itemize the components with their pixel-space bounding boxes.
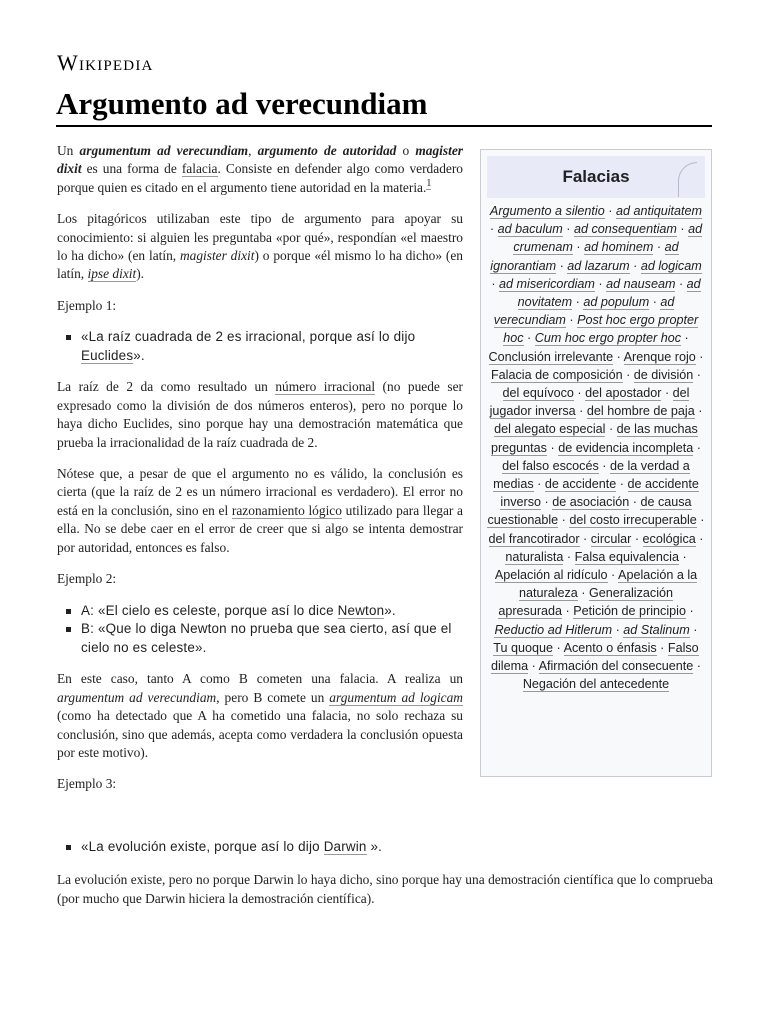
navbox-item[interactable]: de las muchas preguntas bbox=[490, 422, 698, 455]
navbox-item[interactable]: Argumento a silentio bbox=[489, 204, 605, 218]
navbox-item[interactable]: ad verecundiam bbox=[493, 295, 675, 328]
reference-1[interactable]: 1 bbox=[426, 178, 432, 190]
navbox-item[interactable]: ad misericordiam bbox=[499, 276, 595, 291]
page-title: Argumento ad verecundiam bbox=[56, 86, 428, 121]
navbox-item[interactable]: Reductio ad Hitlerum bbox=[494, 622, 613, 637]
navbox-item[interactable]: ad nauseam bbox=[606, 276, 676, 291]
navbox-item[interactable]: ad ignorantiam bbox=[490, 240, 679, 273]
navbox-item[interactable]: circular bbox=[590, 531, 632, 546]
navbox-item[interactable]: ad crumenam bbox=[513, 222, 703, 255]
navbox-item[interactable]: ad Stalinum bbox=[623, 622, 690, 637]
navbox-item[interactable]: Falso dilema bbox=[490, 640, 699, 674]
navbox-item[interactable]: ad baculum bbox=[497, 222, 563, 237]
navbox-item[interactable]: del equívoco bbox=[502, 386, 574, 401]
example-2-list bbox=[57, 602, 463, 658]
navbox-item[interactable]: ad populum bbox=[583, 295, 650, 310]
navbox-item[interactable]: de división bbox=[633, 367, 694, 382]
navbox-item[interactable]: Apelación al ridículo bbox=[494, 568, 608, 583]
intro-paragraph: Un argumentum ad verecundiam, argumento de autoridad o magister dixit es una forma de falacia. Consiste en defender algo como verdadero porque quien es citado en el argumento tiene autoridad en la materia.$^1$ bbox=[57, 143, 463, 195]
example-3-list bbox=[57, 838, 713, 856]
example-3-label: Ejemplo 3: bbox=[57, 776, 117, 792]
navbox-item[interactable]: naturalista bbox=[505, 549, 564, 564]
navbox-item[interactable]: ad logicam bbox=[640, 258, 702, 273]
link-ipse-dixit[interactable]: ipse dixit bbox=[87, 266, 137, 282]
navbox-item[interactable]: Arenque rojo bbox=[623, 349, 696, 364]
navbox-item[interactable]: del francotirador bbox=[488, 531, 580, 546]
list-item: «La raíz cuadrada de 2 es irracional, porque así lo dijo Euclides». bbox=[81, 328, 463, 365]
navbox-item[interactable]: ad consequentiam bbox=[573, 222, 677, 237]
example-2-label: Ejemplo 2: bbox=[57, 571, 117, 587]
navbox-item[interactable]: del falso escocés bbox=[502, 458, 599, 473]
navbox-item[interactable]: ad antiquitatem bbox=[615, 204, 703, 218]
link-darwin[interactable]: Darwin bbox=[323, 839, 367, 854]
title-divider bbox=[56, 125, 712, 127]
navbox-item[interactable]: ecológica bbox=[642, 531, 696, 546]
link-numero-irracional[interactable]: número irracional bbox=[275, 379, 376, 395]
link-argumentum-ad-logicam[interactable]: argumentum ad logicam bbox=[329, 689, 463, 705]
example-1-explanation: La raíz de 2 da como resultado un número irracional (no puede ser expresado como la división de dos números enteros), pero no porque lo haya dicho Euclides, sino porque hay una demostración matemática que prueba la irracionalidad de la raíz cuadrada de 2. bbox=[57, 379, 463, 450]
navbox-item[interactable]: de causa cuestionable bbox=[487, 495, 692, 528]
navbox-item[interactable]: ad lazarum bbox=[567, 258, 630, 273]
link-newton[interactable]: Newton bbox=[337, 602, 385, 618]
article-body bbox=[57, 142, 463, 794]
navbox-decoration-icon bbox=[678, 162, 697, 197]
example-2-explanation: En este caso, tanto A como B cometen una falacia. A realiza un argumentum ad verecundiam, pero B comete un argumentum ad logicam (como ha detectado que A ha cometido una falacia, no solo rechaza su conclusión, sino que además, acepta como verdadera la conclusión opuesta por este motivo). bbox=[57, 671, 463, 760]
navbox-item[interactable]: de evidencia incompleta bbox=[558, 440, 694, 455]
navbox-item[interactable]: de accidente bbox=[544, 477, 617, 492]
navbox-item[interactable]: de accidente inverso bbox=[500, 477, 699, 510]
navbox-title: Falacias bbox=[562, 167, 630, 186]
navbox-item[interactable]: Generalización apresurada bbox=[498, 586, 674, 619]
navbox-item[interactable]: Falacia de composición bbox=[490, 367, 623, 382]
navbox-item[interactable]: ad novitatem bbox=[517, 276, 701, 310]
navbox-item[interactable]: Negación del antecedente bbox=[522, 677, 670, 692]
list-item: A: «El cielo es celeste, porque así lo dice Newton». bbox=[81, 602, 463, 621]
navbox-list: Argumento a silentio · ad antiquitatem · ad baculum · ad consequentiam · ad crumenam · ad hominem · ad ignorantiam · ad lazarum · ad logicam · ad misericordiam · ad nauseam · ad novitatem · ad populum · ad verecundiam · Post hoc ergo propter hoc · Cum hoc ergo propter hoc · Conclusión irrelevante · Arenque rojo · Falacia de composición · de división · del equívoco · del apostador · del jugador inversa · del hombre de paja · del alegato especial · de las muchas preguntas · de evidencia incompleta · del falso escocés · de la verdad a medias · de accidente · de accidente inverso · de asociación · de causa cuestionable · del costo irrecuperable · del francotirador · circular · ecológica · naturalista · Falsa equivalencia · Apelación al ridículo · Apelación a la naturaleza · Generalización apresurada · Petición de principio · Reductio ad Hitlerum · ad Stalinum · Tu quoque · Acento o énfasis · Falso dilema · Afirmación del consecuente · Negación del antecedente bbox=[487, 204, 705, 692]
navbox-item[interactable]: Petición de principio bbox=[573, 604, 686, 619]
navbox-item[interactable]: Tu quoque bbox=[493, 640, 554, 655]
navbox-header bbox=[487, 156, 705, 198]
example-1-label: Ejemplo 1: bbox=[57, 297, 117, 313]
link-razonamiento-logico[interactable]: razonamiento lógico bbox=[231, 502, 342, 518]
navbox-item[interactable]: Afirmación del consecuente bbox=[538, 659, 694, 674]
navbox-item[interactable]: del jugador inversa bbox=[489, 386, 690, 419]
example-3-explanation: La evolución existe, pero no porque Darwin lo haya dicho, sino porque hay una demostración científica que lo comprueba (por mucho que Darwin hiciera la demostración científica). bbox=[57, 872, 713, 906]
navbox-item[interactable]: de la verdad a medias bbox=[493, 458, 690, 492]
navbox-item[interactable]: Conclusión irrelevante bbox=[488, 349, 614, 364]
navbox-item[interactable]: Apelación a la naturaleza bbox=[518, 568, 698, 601]
navbox-item[interactable]: Post hoc ergo propter hoc bbox=[503, 313, 699, 346]
navbox-item[interactable]: Falsa equivalencia bbox=[574, 549, 679, 564]
example-1-list bbox=[57, 328, 463, 365]
link-euclides[interactable]: Euclides bbox=[81, 347, 134, 363]
wikipedia-logo[interactable]: Wikipedia bbox=[57, 50, 154, 75]
example-1-note: Nótese que, a pesar de que el argumento no es válido, la conclusión es cierta (que la raíz de 2 es un número irracional es verdadero). El error no está en la conclusión, sino en el razonamiento lógico utilizado para llegar a ella. No se debe caer en el error de creer que si algo se intenta demostrar por autoridad, entonces es falso. bbox=[57, 466, 463, 555]
navbox-item[interactable]: ad hominem bbox=[584, 240, 654, 255]
list-item: «La evolución existe, porque así lo dijo Darwin ». bbox=[81, 838, 713, 856]
navbox-item[interactable]: del costo irrecuperable bbox=[569, 513, 697, 528]
navbox-item[interactable]: Cum hoc ergo propter hoc bbox=[534, 331, 682, 346]
fallacies-navbox bbox=[480, 149, 712, 777]
example-3-section bbox=[57, 838, 713, 908]
navbox-item[interactable]: del hombre de paja bbox=[586, 404, 695, 419]
navbox-item[interactable]: Acento o énfasis bbox=[563, 640, 657, 655]
navbox-item[interactable]: del apostador bbox=[585, 386, 662, 401]
link-falacia[interactable]: falacia bbox=[181, 161, 218, 177]
navbox-item[interactable]: del alegato especial bbox=[494, 422, 606, 437]
list-item: B: «Que lo diga Newton no prueba que sea cierto, así que el cielo no es celeste». bbox=[81, 620, 463, 657]
pythagoreans-paragraph: Los pitagóricos utilizaban este tipo de argumento para apoyar su conocimiento: si alguien les preguntaba «por qué», respondían «el maestro lo ha dicho» (en latín, magister dixit) o porque «él mismo lo ha dicho» (en latín, ipse dixit). bbox=[57, 211, 463, 282]
navbox-item[interactable]: de asociación bbox=[552, 495, 630, 510]
